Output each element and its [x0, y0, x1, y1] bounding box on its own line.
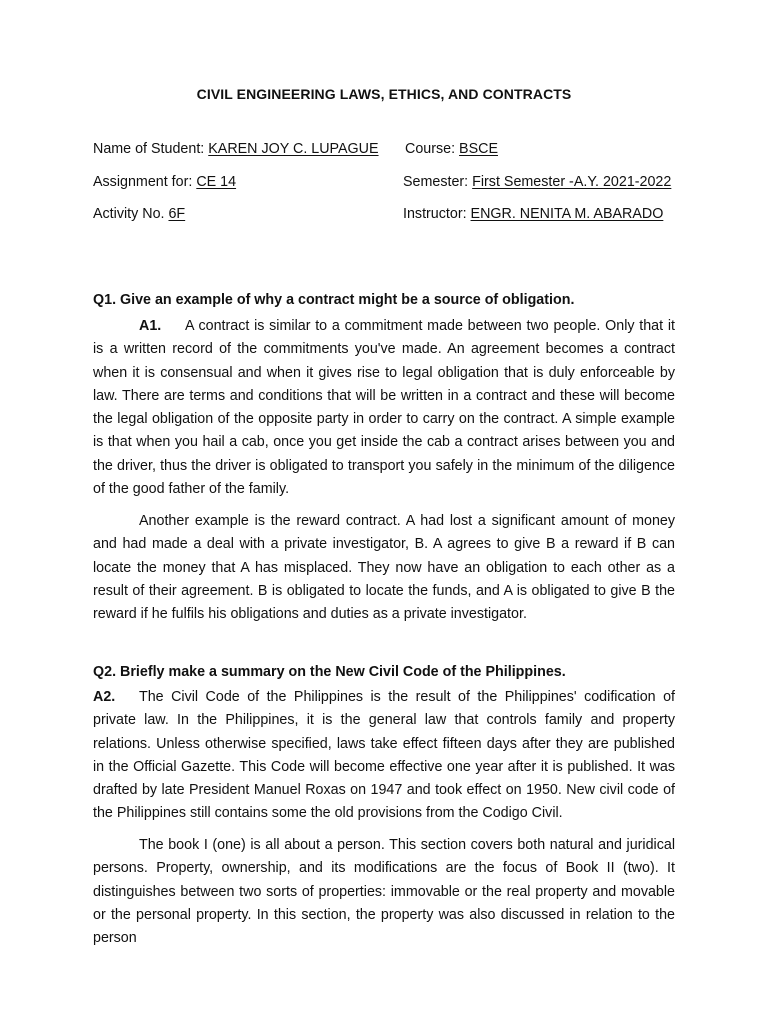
q1-answer-label: A1.: [139, 318, 162, 334]
semester-field: [403, 174, 671, 190]
q1-answer-text-2: Another example is the reward contract. A had lost a significant amount of money and had made a deal with a private investigator, B. A agrees to give B a reward if B can locate the money that A has misplaced. They now have an obligation to each other as a result of their agreement. B is obligated to locate the funds, and A is obligated to give B the reward if he fulfils his obligations and duties as a private investigator.: [93, 513, 675, 623]
student-field: [93, 141, 379, 157]
q2-answer-label: A2.: [93, 689, 116, 705]
info-row-student: [93, 141, 693, 161]
assignment-field: [93, 174, 236, 190]
assignment-value: CE 14: [196, 174, 237, 190]
info-row-activity: [93, 206, 693, 226]
assignment-label: Assignment for:: [93, 174, 193, 190]
q2-answer-paragraph-1: [93, 686, 675, 826]
activity-label: Activity No.: [93, 206, 165, 222]
q1-answer-paragraph-2: [93, 510, 675, 626]
semester-value: First Semester -A.Y. 2021-2022: [472, 174, 672, 190]
info-row-assignment: [93, 174, 693, 194]
q2-answer-text-1: The Civil Code of the Philippines is the result of the Philippines' codification of private law. In the Philippines, it is the general law that controls family and property relations. Unless otherwise specified, laws take effect fifteen days after they are published in the Official Gazette. This Code will become effective one year after it is published. It was drafted by late President Manuel Roxas on 1947 and took effect on 1950. New civil code of the Philippines still contains some the old provisions from the Codigo Civil.: [93, 689, 675, 822]
q2-answer-text-2: The book I (one) is all about a person. This section covers both natural and juridical persons. Property, ownership, and its modifications are the focus of Book II (two). It distinguishes between two sorts of properties: immovable or the real property and movable or the personal property. In this section, the property was also discussed in relation to the person: [93, 837, 675, 947]
document-title: CIVIL ENGINEERING LAWS, ETHICS, AND CONTRACTS: [196, 86, 572, 102]
q1-answer-text-1: A contract is similar to a commitment made between two people. Only that it is a written record of the commitments you've made. An agreement becomes a contract when it is consensual and when it gives rise to legal obligation that is duly enforceable by law. There are terms and conditions that will be written in a contract and these will become the legal obligation of the opposite party in order to carry on the contract. A simple example is that when you hail a cab, once you get inside the cab a contract arises between you and the driver, thus the driver is obligated to transport you safely in the minimum of the diligence of the good father of the family.: [93, 318, 675, 498]
student-label: Name of Student:: [93, 141, 205, 157]
q2-question: Q2. Briefly make a summary on the New Civil Code of the Philippines.: [93, 664, 566, 680]
student-value: KAREN JOY C. LUPAGUE: [208, 141, 379, 157]
q2-answer-paragraph-2: [93, 834, 675, 950]
instructor-label: Instructor:: [403, 206, 467, 222]
course-field: [405, 141, 498, 157]
instructor-value: ENGR. NENITA M. ABARADO: [470, 206, 664, 222]
semester-label: Semester:: [403, 174, 469, 190]
q1-question: Q1. Give an example of why a contract might be a source of obligation.: [93, 292, 575, 308]
course-value: BSCE: [459, 141, 498, 157]
activity-value: 6F: [168, 206, 186, 222]
course-label: Course:: [405, 141, 456, 157]
q1-answer-paragraph-1: [93, 315, 675, 501]
instructor-field: [403, 206, 663, 222]
activity-field: [93, 206, 185, 222]
